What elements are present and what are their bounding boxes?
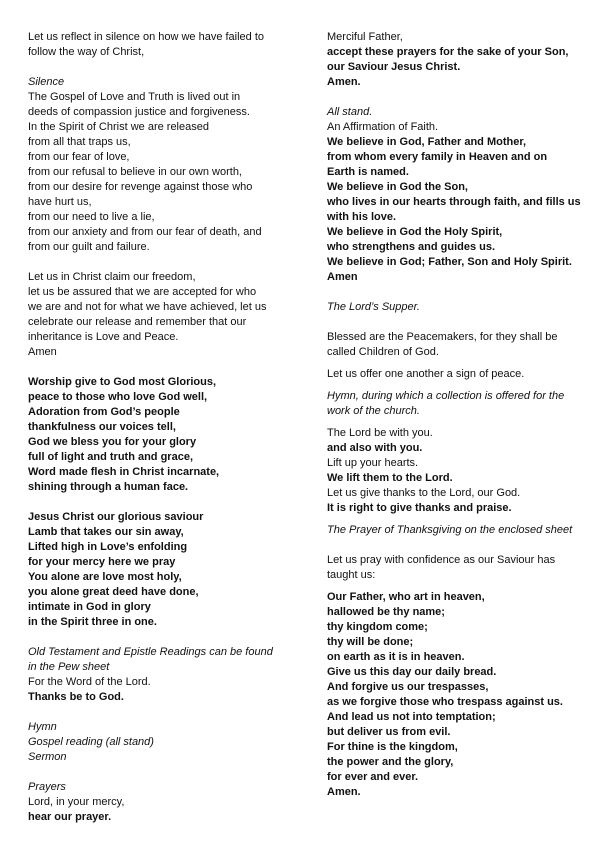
response-line: our Saviour Jesus Christ.	[327, 61, 461, 73]
text-line: Lord, in your mercy,	[28, 796, 125, 808]
response-line: as we forgive those who trespass against us.	[327, 696, 563, 708]
response-line: and also with you.	[327, 442, 423, 454]
response-line: Word made flesh in Christ incarnate,	[28, 466, 220, 478]
response-line: thy will be done;	[327, 636, 414, 648]
text-line: Let us give thanks to the Lord, our God.	[327, 487, 521, 499]
text-line: Let us pray with confidence as our Saviour has	[327, 554, 556, 566]
spacer	[28, 360, 274, 375]
text-line: deeds of compassion justice and forgiveness.	[28, 106, 250, 118]
text-line: taught us:	[327, 569, 376, 581]
response-line: Amen.	[327, 76, 361, 88]
response-line: Amen	[327, 271, 358, 283]
response-line: hallowed be thy name;	[327, 606, 445, 618]
response-line: Worship give to God most Glorious,	[28, 376, 217, 388]
rubric-line: All stand.	[327, 106, 373, 118]
response-line: in the Spirit three in one.	[28, 616, 157, 628]
rubric-line: Hymn, during which a collection is offered for the	[327, 390, 565, 402]
spacer	[327, 516, 573, 523]
response-line: Lifted high in Love’s enfolding	[28, 541, 188, 553]
spacer	[28, 630, 274, 645]
response-line: Amen.	[327, 786, 361, 798]
response-line: We believe in God; Father, Son and Holy Spirit.	[327, 256, 572, 268]
response-line: Our Father, who art in heaven,	[327, 591, 485, 603]
spacer	[28, 765, 274, 780]
text-line: from our guilt and failure.	[28, 241, 150, 253]
response-line: We lift them to the Lord.	[327, 472, 453, 484]
text-line: Let us in Christ claim our freedom,	[28, 271, 196, 283]
rubric-line: in the Pew sheet	[28, 661, 110, 673]
text-line: The Lord be with you.	[327, 427, 433, 439]
spacer	[327, 583, 573, 590]
text-line: Lift up your hearts.	[327, 457, 419, 469]
rubric-line: The Lord’s Supper.	[327, 301, 420, 313]
response-line: who strengthens and guides us.	[327, 241, 496, 253]
response-line: We believe in God, Father and Mother,	[327, 136, 527, 148]
rubric-line: The Prayer of Thanksgiving on the enclosed sheet	[327, 524, 573, 536]
response-line: And lead us not into temptation;	[327, 711, 496, 723]
spacer	[327, 382, 573, 389]
response-line: from whom every family in Heaven and on	[327, 151, 548, 163]
spacer	[327, 538, 573, 553]
spacer	[28, 60, 274, 75]
rubric-line: Old Testament and Epistle Readings can be found	[28, 646, 273, 658]
response-line: We believe in God the Son,	[327, 181, 468, 193]
response-line: accept these prayers for the sake of your Son,	[327, 46, 569, 58]
spacer	[327, 360, 573, 367]
text-line: have hurt us,	[28, 196, 92, 208]
response-line: Lamb that takes our sin away,	[28, 526, 184, 538]
response-line: thankfulness our voices tell,	[28, 421, 176, 433]
text-line: The Gospel of Love and Truth is lived out in	[28, 91, 241, 103]
text-line: let us be assured that we are accepted for who	[28, 286, 257, 298]
response-line: thy kingdom come;	[327, 621, 428, 633]
left-column	[28, 30, 274, 825]
text-line: from our refusal to believe in our own worth,	[28, 166, 242, 178]
text-line: Merciful Father,	[327, 31, 403, 43]
response-line: but deliver us from evil.	[327, 726, 451, 738]
response-line: the power and the glory,	[327, 756, 454, 768]
response-line: on earth as it is in heaven.	[327, 651, 465, 663]
text-line: inheritance is Love and Peace.	[28, 331, 179, 343]
spacer	[327, 419, 573, 426]
spacer	[28, 255, 274, 270]
rubric-line: Prayers	[28, 781, 66, 793]
text-line: called Children of God.	[327, 346, 439, 358]
rubric-line: Hymn	[28, 721, 57, 733]
right-column	[327, 30, 581, 800]
spacer	[327, 285, 573, 300]
text-line: Let us reflect in silence on how we have failed to	[28, 31, 265, 43]
response-line: God we bless you for your glory	[28, 436, 197, 448]
response-line: For thine is the kingdom,	[327, 741, 458, 753]
rubric-line: work of the church.	[327, 405, 420, 417]
response-line: intimate in God in glory	[28, 601, 151, 613]
response-line: And forgive us our trespasses,	[327, 681, 489, 693]
text-line: from all that traps us,	[28, 136, 131, 148]
text-line: from our anxiety and from our fear of death, and	[28, 226, 262, 238]
response-line: shining through a human face.	[28, 481, 189, 493]
response-line: for ever and ever.	[327, 771, 419, 783]
spacer	[327, 315, 573, 330]
text-line: For the Word of the Lord.	[28, 676, 151, 688]
response-line: hear our prayer.	[28, 811, 112, 823]
text-line: Amen	[28, 346, 57, 358]
spacer	[28, 495, 274, 510]
text-line: we are and not for what we have achieved, let us	[28, 301, 267, 313]
response-line: for your mercy here we pray	[28, 556, 176, 568]
response-line: with his love.	[327, 211, 397, 223]
response-line: You alone are love most holy,	[28, 571, 182, 583]
response-line: full of light and truth and grace,	[28, 451, 193, 463]
text-line: An Affirmation of Faith.	[327, 121, 439, 133]
rubric-line: Silence	[28, 76, 65, 88]
response-line: Thanks be to God.	[28, 691, 124, 703]
rubric-line: Sermon	[28, 751, 67, 763]
text-line: Let us offer one another a sign of peace.	[327, 368, 525, 380]
response-line: We believe in God the Holy Spirit,	[327, 226, 503, 238]
response-line: Earth is named.	[327, 166, 409, 178]
response-line: peace to those who love God well,	[28, 391, 208, 403]
text-line: from our need to live a lie,	[28, 211, 155, 223]
response-line: It is right to give thanks and praise.	[327, 502, 512, 514]
spacer	[327, 90, 573, 105]
response-line: Give us this day our daily bread.	[327, 666, 497, 678]
text-line: follow the way of Christ,	[28, 46, 145, 58]
response-line: who lives in our hearts through faith, and fills us	[327, 196, 581, 208]
rubric-line: Gospel reading (all stand)	[28, 736, 154, 748]
text-line: from our fear of love,	[28, 151, 130, 163]
text-line: from our desire for revenge against those who	[28, 181, 253, 193]
text-line: In the Spirit of Christ we are released	[28, 121, 209, 133]
text-line: Blessed are the Peacemakers, for they shall be	[327, 331, 558, 343]
response-line: Adoration from God’s people	[28, 406, 180, 418]
spacer	[28, 705, 274, 720]
text-line: celebrate our release and remember that our	[28, 316, 247, 328]
response-line: Jesus Christ our glorious saviour	[28, 511, 204, 523]
response-line: you alone great deed have done,	[28, 586, 199, 598]
